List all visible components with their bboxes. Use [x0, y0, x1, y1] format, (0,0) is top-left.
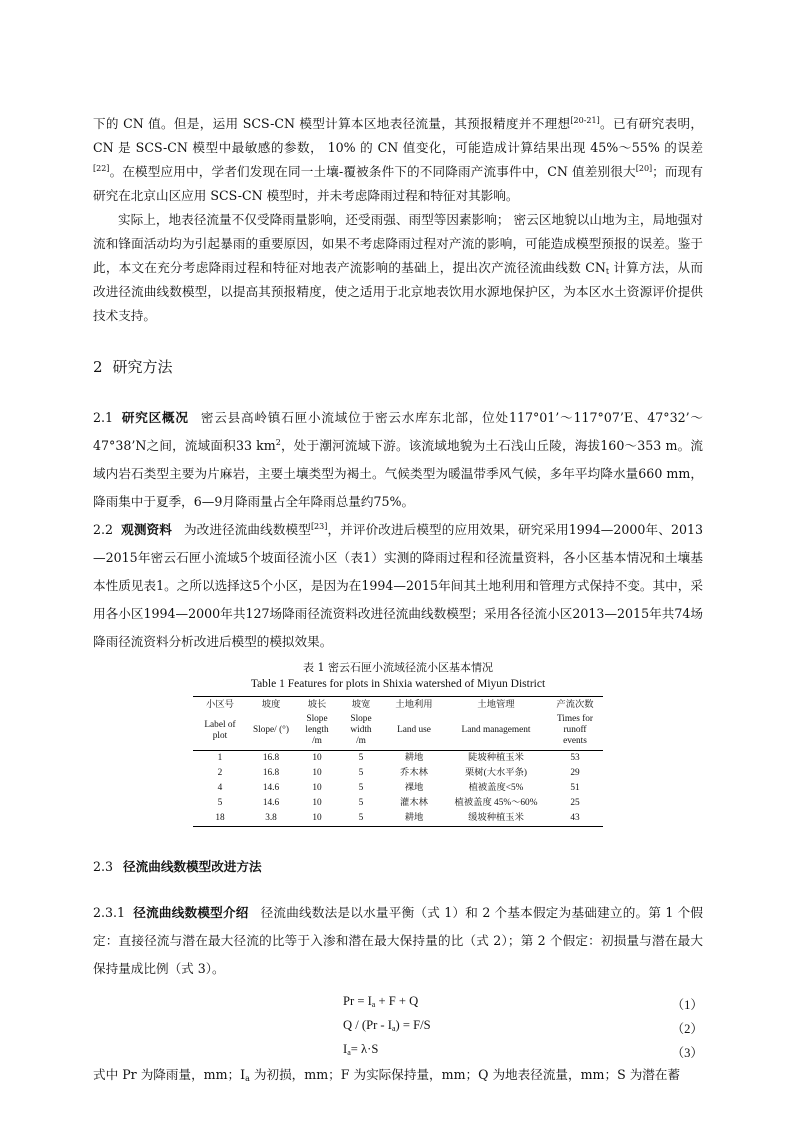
citation[interactable]: [23] [310, 522, 328, 531]
table-header: 坡度 [247, 697, 295, 714]
subsection-study-area: 2.1 研究区概况 密云县高岭镇石匣小流域位于密云水库东北部，位处117°01’～117°07’E、47°32’～47°38’N之间，流域面积33 $km^2$，处于潮河流域下游。该流域地貌为土石浅山丘陵，海拔160～353 m。流域内岩石类型主要为片麻岩，主要土壤类型为褐土。气候类型为暖温带季风气候，多年平均降水量660 mm，降雨集中于夏季，6—9月降雨量占全年降雨总量约75%。 [93, 410, 704, 509]
table-header: 土地利用 [383, 697, 445, 714]
plot-features-table [193, 696, 603, 827]
table-caption-en: Table 1 Features for plots in Shixia watershed of Miyun District [250, 678, 546, 690]
equation-number: （3） [671, 1046, 703, 1060]
table-row: 18 3.8 10 5 耕地 缓坡种植玉米 43 [193, 811, 603, 827]
equation-number: （1） [671, 998, 703, 1012]
intro-paragraph-2: 实际上，地表径流量不仅受降雨量影响，还受雨强、雨型等因素影响； 密云区地貌以山地为主，局地强对流和锋面活动均为引起暴雨的重要原因，如果不考虑降雨过程对产流的影响，可能造成模型预报的误差。鉴于此，本文在充分考虑降雨过程和特征对地表产流影响的基础上，提出次产流径流曲线数 $CN_t$ 计算方法，从而改进径流曲线数模型，以提高其预报精度，使之适用于北京地表饮用水源地保护区，为本区水土资源评价提供技术支持。 [93, 212, 703, 323]
table-header: Land management [445, 713, 547, 751]
citation[interactable]: [20] [635, 164, 653, 173]
table-header: Slope width /m [339, 713, 383, 751]
equation-number: （2） [671, 1022, 703, 1036]
table-header: 产流次数 [547, 697, 603, 714]
table-caption-cn: 表 1 密云石匣小流域径流小区基本情况 [303, 661, 493, 674]
equation-3: $I_a= \lambda\cdot S$ （3） [343, 1042, 703, 1060]
table-header: 小区号 [193, 697, 247, 714]
subsection-title: 2.3.1 径流曲线数模型介绍 [93, 905, 249, 920]
section-heading: 2 研究方法 [93, 358, 173, 376]
equation-2: $Q / (Pr - I_a) = F/S$ （2） [343, 1018, 703, 1036]
subsection-heading: 2.3 径流曲线数模型改进方法 [93, 859, 262, 874]
subsection-model-intro: 2.3.1 径流曲线数模型介绍 径流曲线数法是以水量平衡（式 1）和 2 个基本假定为基础建立的。第 1 个假定：直接径流与潜在最大径流的比等于入渗和潜在最大保持量的比（式 2）；第 2 个假定：初损量与潜在最大保持量成比例（式 3）。 [93, 905, 704, 976]
table-header: 坡宽 [339, 697, 383, 714]
subsection-title: 2.2 观测资料 [93, 522, 172, 537]
intro-paragraph-1: 下的 CN 值。但是，运用 SCS-CN 模型计算本区地表径流量，其预报精度并不理想[20-21]。已有研究表明，CN 是 SCS-CN 模型中最敏感的参数， 10% 的 CN 值变化，可能造成计算结果出现 45%～55% 的误差[22]。在模型应用中，学者们发现在同一土壤-覆被条件下的不同降雨产流事件中，CN 值差别很大[20]；而现有研究在北京山区应用 SCS-CN 模型时，并未考虑降雨过程和特征对其影响。 [93, 116, 703, 203]
citation[interactable]: [20-21] [570, 116, 600, 125]
equation-explanation: 式中 Pr 为降雨量，mm；$I_a$ 为初损，mm；F 为实际保持量，mm；Q 为地表径流量，mm；S 为潜在蓄 [93, 1067, 681, 1083]
subsection-title: 2.1 研究区概况 [93, 410, 189, 425]
citation[interactable]: [22] [93, 164, 110, 173]
table-header: Land use [383, 713, 445, 751]
table-header: 土地管理 [445, 697, 547, 714]
table-row: 2 16.8 10 5 乔木林 栗树(大水平条) 29 [217, 768, 580, 778]
subsection-observation-data: 2.2 观测资料 为改进径流曲线数模型[23]，并评价改进后模型的应用效果，研究采用1994—2000年、2013—2015年密云石匣小流域5个坡面径流小区（表1）实测的降雨过程和径流量资料，各小区基本情况和土壤基本性质见表1。之所以选择这5个小区，是因为在1994—2015年间其土地利用和管理方式保持不变。其中，采用各小区1994—2000年共127场降雨径流资料改进径流曲线数模型；采用各径流小区2013—2015年共74场降雨径流资料分析改进后模型的模拟效果。 [93, 522, 704, 649]
table-header: 坡长 [295, 697, 339, 714]
table-header: Slope length /m [295, 713, 339, 751]
table-header: Label of plot [193, 713, 247, 751]
table-header: Slope/ (°) [247, 713, 295, 751]
equation-1: $Pr = I_a + F + Q$ （1） [343, 994, 703, 1012]
paper-page [93, 112, 703, 1087]
table-row: 1 16.8 10 5 耕地 陡坡种植玉米 53 [217, 753, 580, 763]
table-header: Times for runoff events [547, 713, 603, 751]
table-row: 5 14.6 10 5 灌木林 植被盖度 45%～60% 25 [217, 798, 580, 808]
table-row: 4 14.6 10 5 裸地 植被盖度<5% 51 [217, 783, 580, 793]
